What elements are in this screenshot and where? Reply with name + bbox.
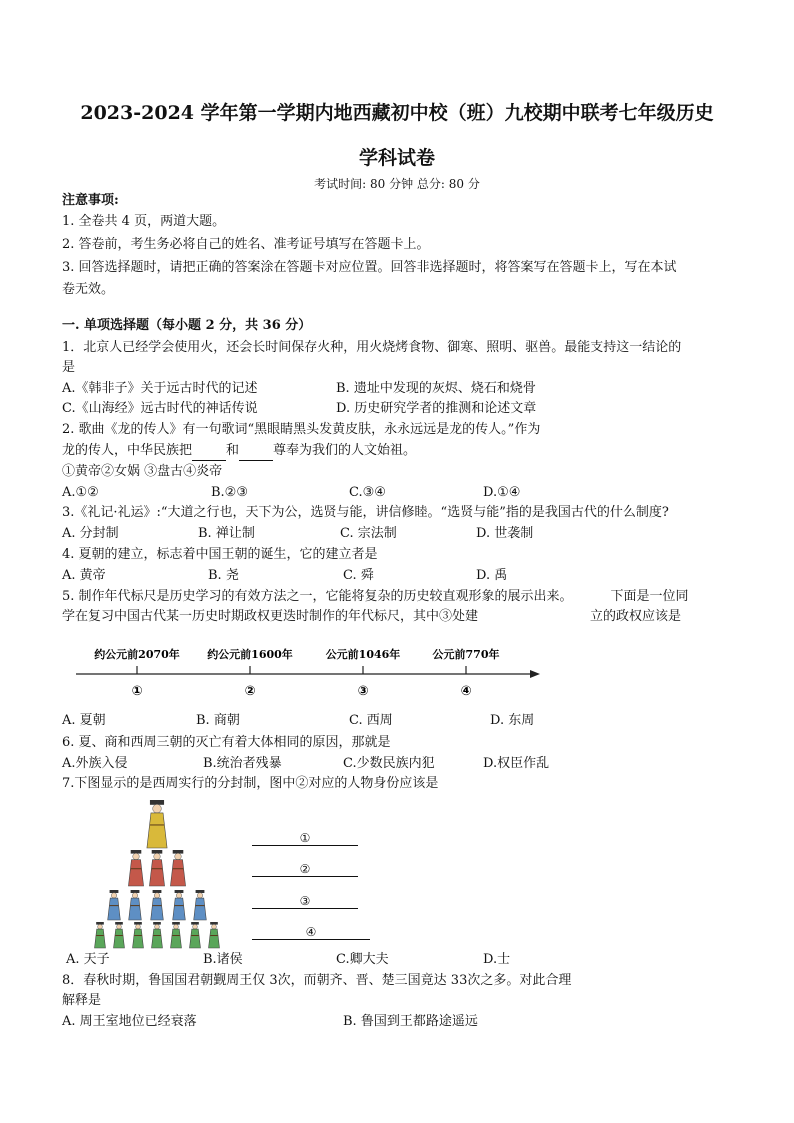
exam-info: 考试时间: 80 分钟 总分: 80 分 [314,177,480,191]
question-4-stem: 4. 夏朝的建立，标志着中国王朝的诞生，它的建立者是 [62,547,378,562]
q7-option-c: C.卿大夫 [336,952,389,967]
answer-blank [192,446,226,461]
q7-option-a: A. 天子 [66,952,110,967]
shi-figure [114,922,125,948]
q2-choices: ①黄帝②女娲 ③盘古④炎帝 [62,464,223,479]
timeline-tick-1 [94,647,180,699]
q6-option-c: C.少数民族内犯 [343,756,435,771]
q6-option-a: A.外族入侵 [62,756,128,771]
q7-option-d: D.士 [483,952,511,967]
feudal-pyramid-figure [84,798,234,950]
q5-option-c: C. 西周 [349,713,393,728]
rank-row-1 [252,831,358,846]
q2-option-a: A.①② [62,485,99,500]
q5-option-a: A. 夏朝 [62,713,106,728]
paper-title-line1: 2023-2024 学年第一学期内地西藏初中校（班）九校期中联考七年级历史 [80,102,714,124]
minister-figure [108,890,121,920]
question-8-stem-cont: 解释是 [62,993,102,1008]
timeline-arrowhead [530,670,540,678]
answer-blank [239,446,273,461]
q3-option-a: A. 分封制 [62,526,119,541]
q2-option-c: C.③④ [349,485,386,500]
shi-figure [152,922,163,948]
timeline-label: 公元前770年 [432,648,500,661]
rank-label: ④ [305,925,317,939]
q2-stem-part: 尊奉为我们的人文始祖。 [273,443,417,458]
q2-stem-part: 龙的传人，中华民族把 [62,443,193,458]
q3-option-c: C. 宗法制 [340,526,397,541]
lord-figure [128,850,143,886]
minister-figure [129,890,142,920]
note-item: 卷无效。 [62,282,115,297]
tier-king [147,800,167,848]
timeline-tick-3 [326,647,401,699]
shi-figure [171,922,182,948]
shi-figure [209,922,220,948]
note-item: 2. 答卷前，考生务必将自己的姓名、准考证号填写在答题卡上。 [62,237,430,252]
timeline-label: 约公元前2070年 [94,648,180,661]
q5-stem-part: 立的政权应该是 [590,609,682,624]
king-figure [147,800,167,848]
rank-row-2 [252,862,358,877]
q8-option-b: B. 鲁国到王都路途遥远 [343,1014,478,1029]
q5-option-d: D. 东周 [490,713,535,728]
timeline-tick-2 [207,647,293,699]
q4-option-d: D. 禹 [476,568,508,583]
notes-heading: 注意事项: [62,193,119,208]
lord-figure [149,850,164,886]
rank-label: ② [299,862,311,876]
q3-option-d: D. 世袭制 [476,526,534,541]
minister-figure [151,890,164,920]
timeline-mark: ③ [357,684,369,699]
rank-row-3 [252,894,358,909]
q2-stem-part: 和 [226,443,240,458]
question-2-stem: 2. 歌曲《龙的传人》有一句歌词“黑眼睛黑头发黄皮肤，永永远远是龙的传人。”作为 [62,422,541,437]
q7-option-b: B.诸侯 [203,952,243,967]
q4-option-a: A. 黄帝 [62,568,106,583]
q4-option-c: C. 舜 [343,568,374,583]
minister-figure [173,890,186,920]
q6-option-b: B.统治者残暴 [203,756,282,771]
tier-shi [95,922,220,948]
q2-option-b: B.②③ [211,485,248,500]
question-1-stem-cont: 是 [62,360,76,375]
question-3-stem: 3.《礼记·礼运》:“大道之行也，天下为公，选贤与能，讲信修睦。“选贤与能”指的是我国古代的什么制度? [62,505,669,520]
timeline-mark: ① [131,684,143,699]
shi-figure [190,922,201,948]
question-5-stem-cont [62,607,681,627]
q2-option-d: D.①④ [483,485,521,500]
shi-figure [133,922,144,948]
timeline-label: 约公元前1600年 [207,648,293,661]
q4-option-b: B. 尧 [208,568,239,583]
timeline-mark: ④ [460,684,472,699]
tier-ministers [108,890,207,920]
question-5-stem [62,587,689,607]
q1-option-d: D. 历史研究学者的推测和论述文章 [336,401,537,416]
shi-figure [95,922,106,948]
question-6-stem: 6. 夏、商和西周三朝的灭亡有着大体相同的原因，那就是 [62,735,391,750]
timeline-tick-4 [433,647,500,699]
question-8-stem: 8．春秋时期，鲁国国君朝觐周王仅 3次，而朝齐、晋、楚三国竟达 33次之多。对此合理 [62,973,572,988]
tier-lords [128,850,185,886]
lord-figure [170,850,185,886]
q5-stem-part: 下面是一位同 [610,589,689,604]
question-1-stem: 1．北京人已经学会使用火，还会长时间保存火种，用火烧烤食物、御寒、照明、驱兽。最能支持这一结论的 [62,340,682,355]
timeline-mark: ② [244,684,256,699]
q3-option-b: B. 禅让制 [198,526,255,541]
note-item: 1. 全卷共 4 页，两道大题。 [62,214,226,229]
q5-stem-part: 5. 制作年代标尺是历史学习的有效方法之一，它能将复杂的历史较直观形象的展示出来。 [62,589,573,604]
rank-label: ③ [299,894,311,908]
q1-option-c: C.《山海经》远古时代的神话传说 [62,401,258,416]
q6-option-d: D.权臣作乱 [483,756,550,771]
rank-label: ① [299,831,311,845]
q8-option-a: A. 周王室地位已经衰落 [62,1014,197,1029]
question-2-stem-cont [62,441,416,461]
timeline-label: 公元前1046年 [325,648,401,661]
q5-option-b: B. 商朝 [196,713,240,728]
paper-title-line2: 学科试卷 [358,147,435,169]
note-item: 3. 回答选择题时，请把正确的答案涂在答题卡对应位置。回答非选择题时，将答案写在答题卡上，写在本试 [62,260,677,275]
minister-figure [194,890,207,920]
rank-row-4 [252,925,370,940]
timeline-diagram [70,640,550,702]
section-heading: 一. 单项选择题（每小题 2 分，共 36 分） [62,318,312,333]
q1-option-a: A.《韩非子》关于远古时代的记述 [62,381,258,396]
q1-option-b: B. 遗址中发现的灰烬、烧石和烧骨 [336,381,536,396]
question-7-stem: 7.下图显示的是西周实行的分封制，图中②对应的人物身份应该是 [62,776,439,791]
q5-stem-part: 学在复习中国古代某一历史时期政权更迭时制作的年代标尺，其中③处建 [62,609,479,624]
